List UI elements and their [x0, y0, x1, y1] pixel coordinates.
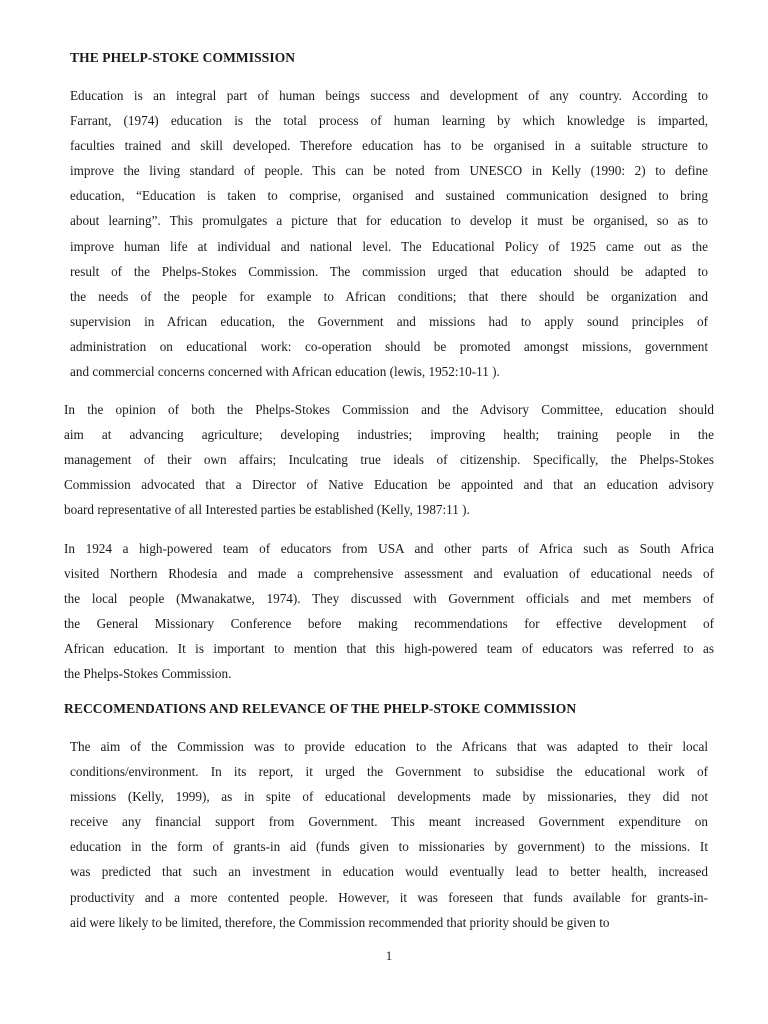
text-line: the needs of the people for example to African conditions; that there should be organization and — [70, 288, 708, 304]
paragraph-1924-educators-visit — [64, 536, 714, 687]
section-heading-phelps-stokes-commission: THE PHELP-STOKE COMMISSION — [70, 50, 296, 65]
text-line: was predicted that such an investment in education would eventually lead to better health, increased — [70, 864, 708, 880]
text-line: administration on educational work: co-operation should be promoted amongst missions, government — [70, 338, 708, 354]
text-line: management of their own affairs; Inculcating true ideals of citizenship. Specifically, the Phelps-Stokes — [64, 452, 714, 468]
text-line: education, “Education is taken to comprise, organised and sustained communication designed to bring — [70, 188, 708, 204]
text-line: the Phelps-Stokes Commission. — [64, 666, 232, 682]
text-line: In the opinion of both the Phelps-Stokes Commission and the Advisory Committee, education should — [64, 402, 714, 417]
text-line: about learning”. This promulgates a picture that for education to develop it must be organised, so as to — [70, 213, 708, 229]
text-line: conditions/environment. In its report, it urged the Government to subsidise the educational work of — [70, 764, 708, 780]
section-heading-recommendations-relevance: RECCOMENDATIONS AND RELEVANCE OF THE PHELP-STOKE COMMISSION — [64, 701, 577, 716]
text-line: productivity and a more contented people. However, it was foreseen that funds available for grants-in- — [70, 889, 708, 905]
page-number: 1 — [385, 948, 393, 963]
text-line: missions (Kelly, 1999), as in spite of educational developments made by missionaries, they did not — [70, 789, 708, 805]
paragraph-commission-aim — [70, 734, 708, 935]
text-line: improve the living standard of people. This can be noted from UNESCO in Kelly (1990: 2) to define — [70, 163, 708, 179]
text-line: board representative of all Interested parties be established (Kelly, 1987:11 ). — [64, 502, 470, 518]
text-line: In 1924 a high-powered team of educators from USA and other parts of Africa such as South Africa — [64, 541, 714, 556]
text-line: supervision in African education, the Government and missions had to apply sound principles of — [70, 313, 708, 329]
text-line: and commercial concerns concerned with African education (lewis, 1952:10-11 ). — [70, 364, 500, 380]
text-line: improve human life at individual and national level. The Educational Policy of 1925 came out as the — [70, 238, 708, 254]
text-line: aim at advancing agriculture; developing industries; improving health; training people in the — [64, 427, 714, 443]
text-line: faculties trained and skill developed. Therefore education has to be organised in a suitable structure to — [70, 138, 708, 154]
paragraph-education-definition — [70, 83, 708, 384]
text-line: Commission advocated that a Director of Native Education be appointed and that an education advisory — [64, 477, 714, 493]
text-line: result of the Phelps-Stokes Commission. The commission urged that education should be adapted to — [70, 263, 708, 279]
text-line: African education. It is important to mention that this high-powered team of educators was referred to as — [64, 641, 714, 657]
text-line: Farrant, (1974) education is the total process of human learning by which knowledge is imparted, — [70, 113, 708, 129]
text-line: Education is an integral part of human beings success and development of any country. According to — [70, 88, 708, 103]
text-line: receive any financial support from Government. This meant increased Government expenditure on — [70, 814, 708, 830]
paragraph-advisory-committee-opinion — [64, 397, 714, 522]
text-line: the local people (Mwanakatwe, 1974). They discussed with Government officials and met members of — [64, 591, 714, 607]
text-line: the General Missionary Conference before making recommendations for effective development of — [64, 616, 714, 632]
text-line: The aim of the Commission was to provide education to the Africans that was adapted to their local — [70, 739, 708, 754]
text-line: aid were likely to be limited, therefore, the Commission recommended that priority should be given to — [70, 914, 610, 930]
text-line: education in the form of grants-in aid (funds given to missionaries by government) to the missions. It — [70, 839, 708, 855]
text-line: visited Northern Rhodesia and made a comprehensive assessment and evaluation of educational needs of — [64, 566, 714, 582]
